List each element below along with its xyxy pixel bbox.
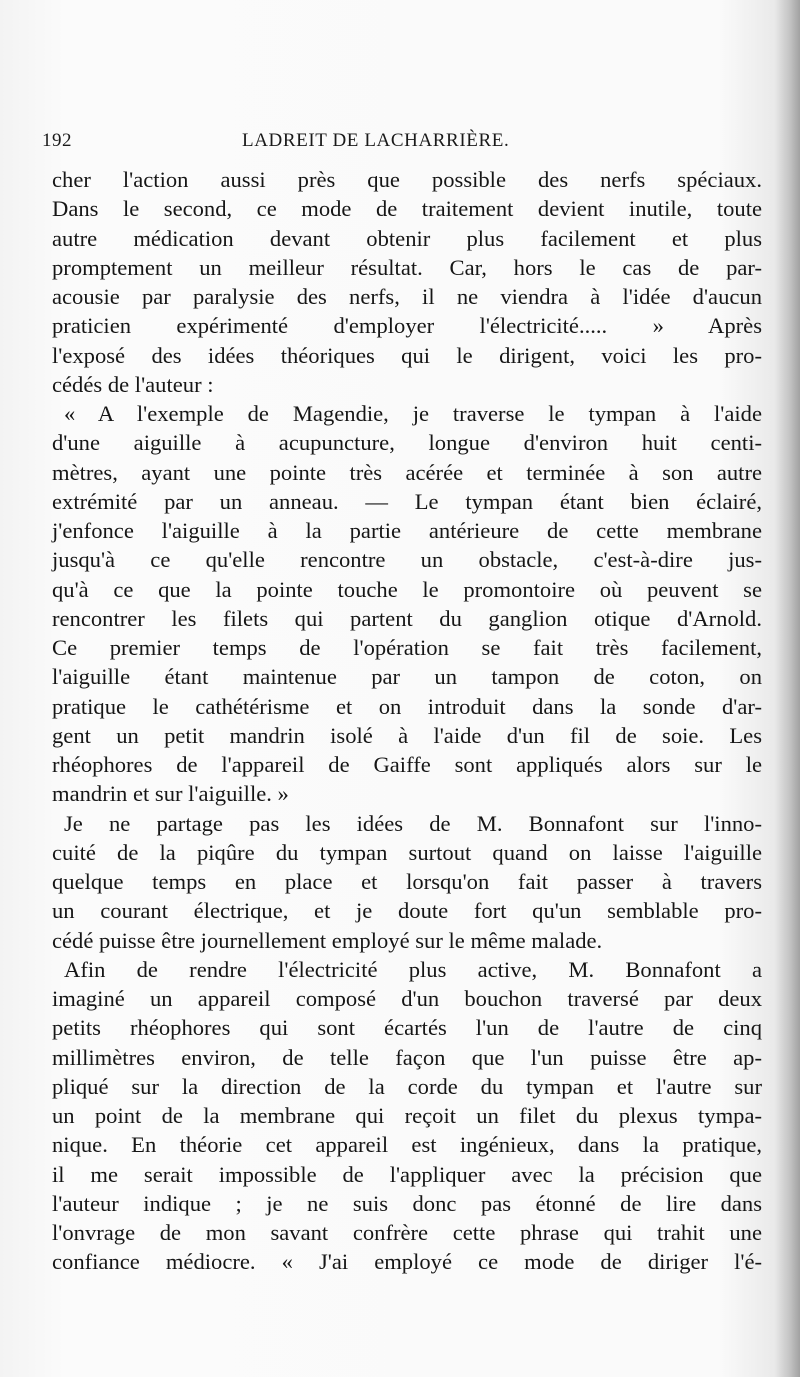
text-line: un courant électrique, et je doute fort qu'un semblable pro- — [52, 898, 762, 924]
text-line: confiance médiocre. « J'ai employé ce mode de diriger l'é- — [52, 1249, 762, 1275]
page-header — [42, 130, 760, 156]
text-line: un point de la membrane qui reçoit un filet du plexus tympa- — [52, 1103, 762, 1128]
text-line: l'exposé des idées théoriques qui le dirigent, voici les pro- — [52, 342, 762, 368]
text-line: d'une aiguille à acupuncture, longue d'environ huit centi- — [52, 430, 762, 456]
text-line: pliqué sur la direction de la corde du tympan et l'autre sur — [52, 1073, 762, 1099]
text-line: mandrin et sur l'aiguille. » — [52, 781, 289, 807]
text-line: imaginé un appareil composé d'un bouchon traversé par deux — [52, 986, 762, 1011]
text-line: cher l'action aussi près que possible des nerfs spéciaux. — [52, 167, 762, 192]
text-line: « A l'exemple de Magendie, je traverse le tympan à l'aide — [64, 401, 762, 426]
text-line: extrémité par un anneau. — Le tympan étant bien éclairé, — [52, 488, 762, 514]
body-text — [52, 165, 762, 1277]
text-line: quelque temps en place et lorsqu'on fait passer à travers — [52, 869, 762, 894]
text-line: mètres, ayant une pointe très acérée et terminée à son autre — [52, 459, 762, 485]
text-line: rhéophores de l'appareil de Gaiffe sont appliqués alors sur le — [52, 752, 762, 777]
text-line: acousie par paralysie des nerfs, il ne viendra à l'idée d'aucun — [52, 284, 762, 309]
text-line: millimètres environ, de telle façon que l'un puisse être ap- — [52, 1044, 762, 1070]
text-line: cuité de la piqûre du tympan surtout quand on laisse l'aiguille — [52, 839, 762, 865]
text-line: jusqu'à ce qu'elle rencontre un obstacle, c'est-à-dire jus- — [52, 547, 762, 573]
page-number: 192 — [42, 130, 72, 151]
text-line: Dans le second, ce mode de traitement devient inutile, toute — [52, 196, 762, 222]
text-line: pratique le cathétérisme et on introduit dans la sonde d'ar- — [52, 693, 762, 719]
text-line: qu'à ce que la pointe touche le promontoire où peuvent se — [52, 576, 762, 602]
page-edge-shadow — [774, 0, 800, 1377]
text-line: promptement un meilleur résultat. Car, hors le cas de par- — [52, 254, 762, 280]
text-line: petits rhéophores qui sont écartés l'un de l'autre de cinq — [52, 1015, 762, 1041]
text-line: l'aiguille étant maintenue par un tampon de coton, on — [52, 664, 762, 690]
text-line: l'auteur indique ; je ne suis donc pas étonné de lire dans — [52, 1190, 762, 1216]
text-line: Je ne partage pas les idées de M. Bonnafont sur l'inno- — [64, 810, 762, 836]
text-line: cédés de l'auteur : — [52, 371, 214, 397]
text-line: praticien expérimenté d'employer l'électricité..... » Après — [52, 313, 762, 339]
text-line: l'onvrage de mon savant confrère cette phrase qui trahit une — [52, 1220, 762, 1245]
text-line: gent un petit mandrin isolé à l'aide d'un fil de soie. Les — [52, 722, 762, 748]
text-line: cédé puisse être journellement employé sur le même malade. — [52, 927, 603, 953]
text-line: il me serait impossible de l'appliquer avec la précision que — [52, 1161, 762, 1187]
text-line: j'enfonce l'aiguille à la partie antérieure de cette membrane — [52, 518, 762, 543]
text-line: autre médication devant obtenir plus facilement et plus — [52, 225, 762, 251]
text-line: Ce premier temps de l'opération se fait très facilement, — [52, 635, 762, 660]
text-line: rencontrer les filets qui partent du ganglion otique d'Arnold. — [52, 605, 762, 631]
text-line: Afin de rendre l'électricité plus active, M. Bonnafont a — [64, 956, 762, 982]
text-line: nique. En théorie cet appareil est ingénieux, dans la pratique, — [52, 1132, 762, 1158]
running-title: LADREIT DE LACHARRIÈRE. — [242, 130, 510, 151]
